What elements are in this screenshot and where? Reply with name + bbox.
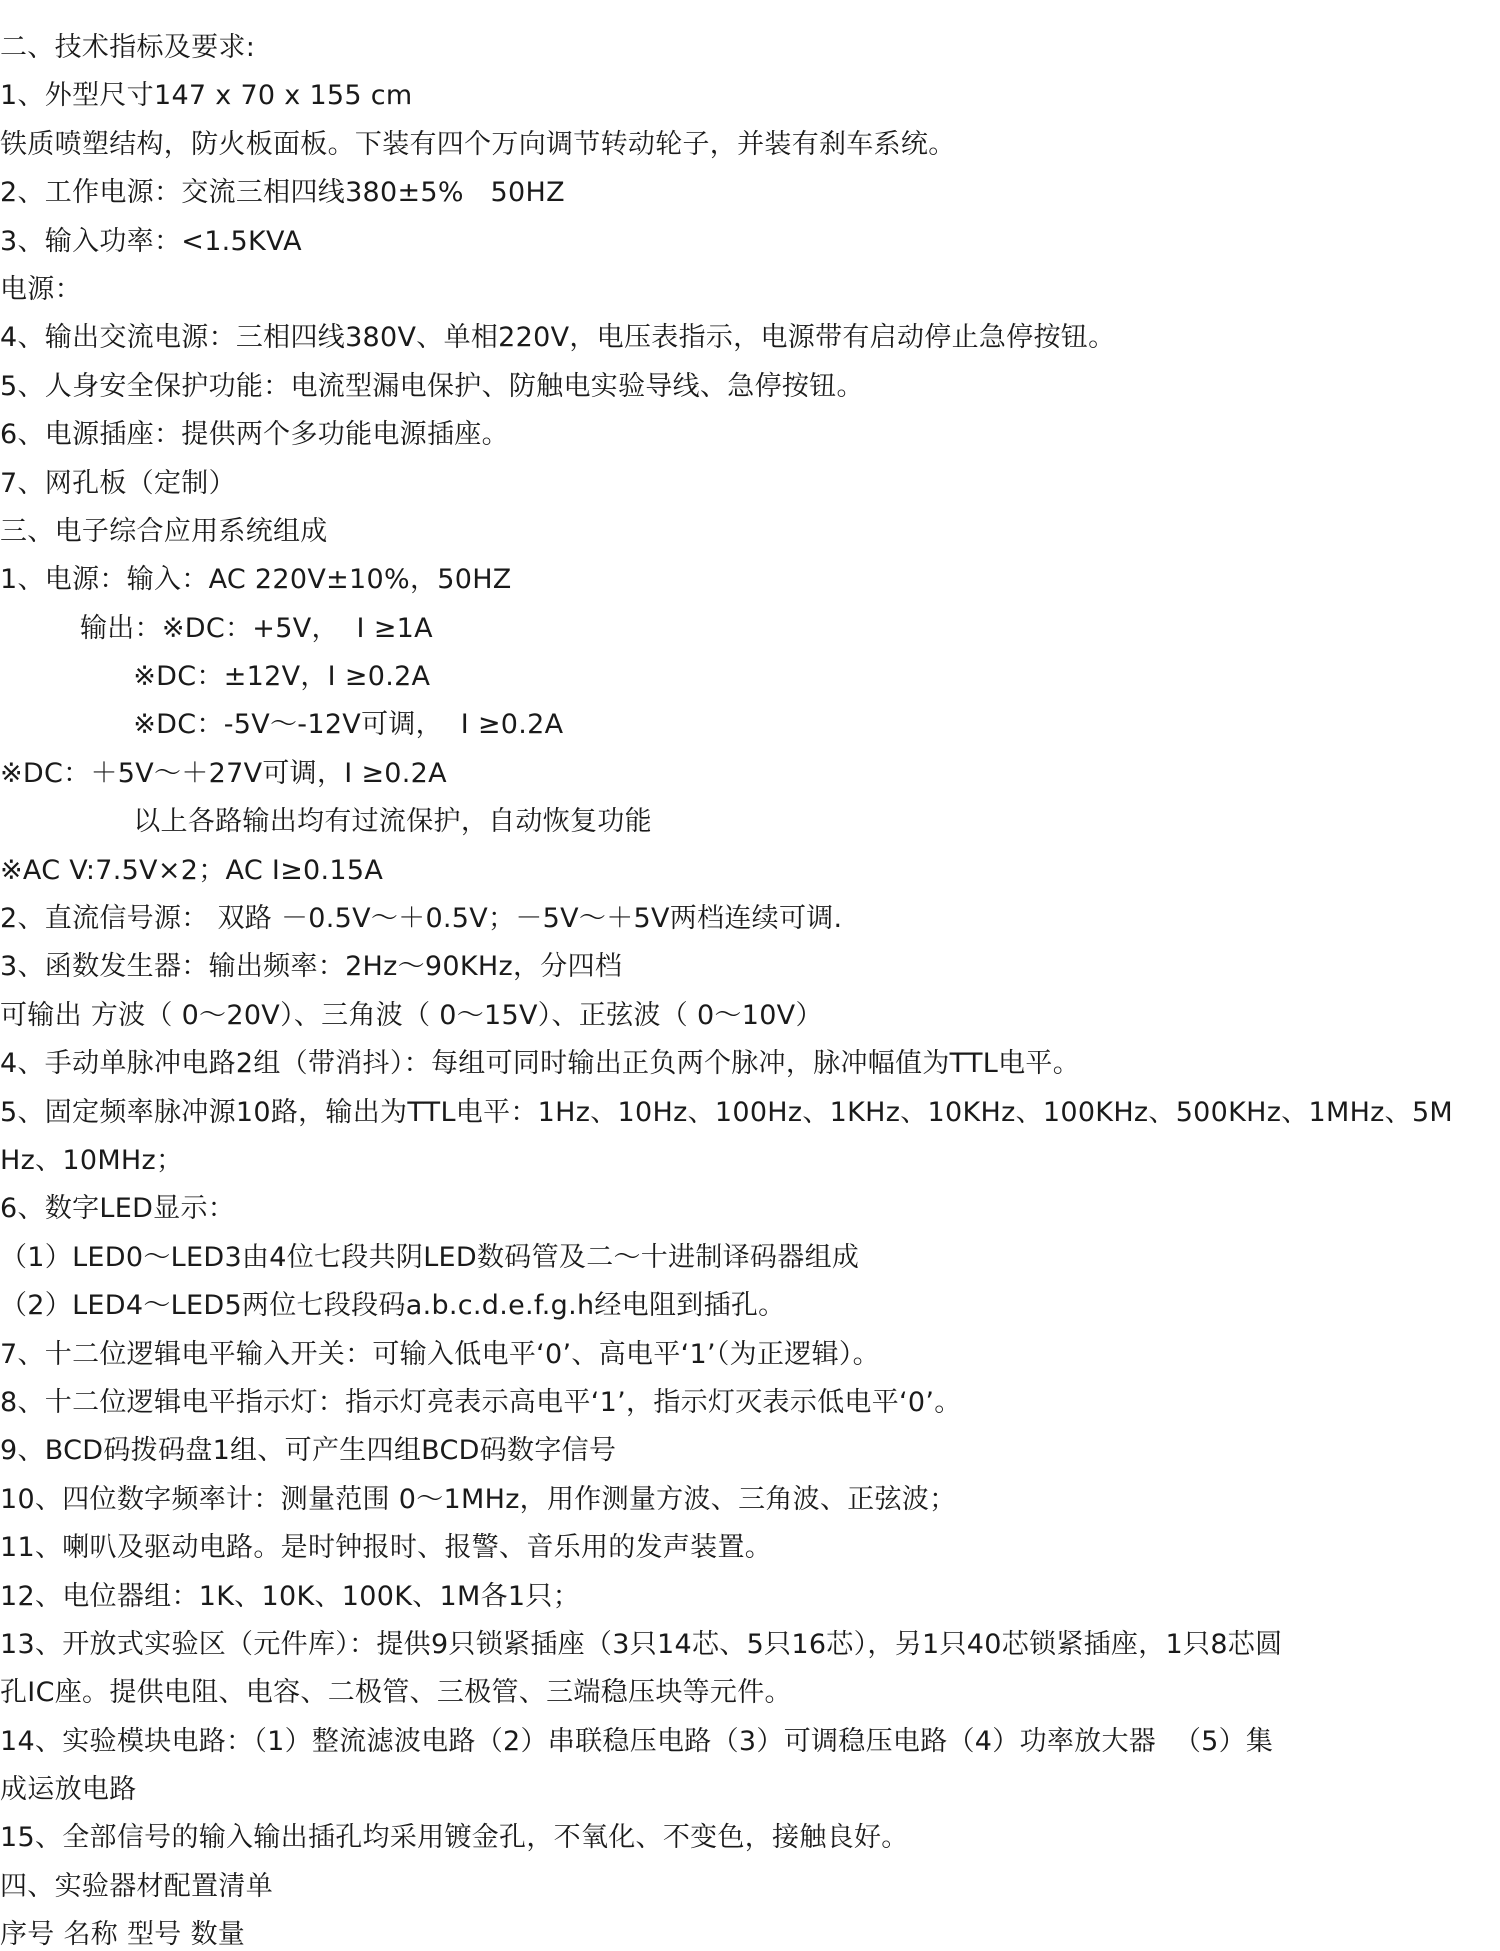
system-power-output-12v: ※DC：±12V，I ≥0.2A [0, 661, 431, 693]
spec-structure: 铁质喷塑结构，防火板面板。下装有四个万向调节转动轮子，并装有刹车系统。 [0, 128, 956, 160]
spec-ac-output: 4、输出交流电源：三相四线380V、单相220V，电压表指示，电源带有启动停止急停按钮。 [0, 322, 1116, 354]
document-body [0, 24, 1500, 1951]
system-logic-indicator-lights: 8、十二位逻辑电平指示灯：指示灯亮表示高电平‘1’，指示灯灭表示低电平‘0’。 [0, 1386, 962, 1418]
system-gold-plated-jacks: 15、全部信号的输入输出插孔均采用镀金孔，不氧化、不变色，接触良好。 [0, 1822, 909, 1854]
section-heading-equipment-list: 四、实验器材配置清单 [0, 1870, 273, 1902]
system-experiment-modules: 14、实验模块电路：（1）整流滤波电路（2）串联稳压电路（3）可调稳压电路（4）功率放大器 （5）集 [0, 1725, 1274, 1757]
system-power-output-adjustable-positive: ※DC：＋5V～＋27V可调，I ≥0.2A [0, 757, 447, 789]
system-experiment-modules-cont: 成运放电路 [0, 1774, 137, 1806]
spec-input-power: 3、输入功率：<1.5KVA [0, 225, 302, 257]
system-power-output-5v: 输出：※DC：+5V， I ≥1A [0, 612, 433, 644]
system-potentiometers: 12、电位器组：1K、10K、100K、1M各1只； [0, 1580, 580, 1612]
section-heading-system-composition: 三、电子综合应用系统组成 [0, 515, 328, 547]
system-frequency-meter: 10、四位数字频率计：测量范围 0～1MHz，用作测量方波、三角波、正弦波； [0, 1483, 957, 1515]
system-speaker-driver: 11、喇叭及驱动电路。是时钟报时、报警、音乐用的发声装置。 [0, 1532, 773, 1564]
system-fixed-frequency-pulse: 5、固定频率脉冲源10路，输出为TTL电平：1Hz、10Hz、100Hz、1KHz、10KHz、100KHz、500KHz、1MHz、5M [0, 1096, 1454, 1128]
system-led-display-item-1: （1）LED0～LED3由4位七段共阴LED数码管及二～十进制译码器组成 [0, 1241, 860, 1273]
spec-safety-protection: 5、人身安全保护功能：电流型漏电保护、防触电实验导线、急停按钮。 [0, 370, 864, 402]
subheading-power: 电源： [0, 273, 82, 305]
system-led-display: 6、数字LED显示： [0, 1193, 236, 1225]
system-power-ac-output: ※AC V:7.5V×2；AC I≥0.15A [0, 854, 384, 886]
spec-mesh-board: 7、网孔板（定制） [0, 467, 236, 499]
system-power-input: 1、电源：输入：AC 220V±10%，50HZ [0, 564, 512, 596]
system-dc-signal-source: 2、直流信号源： 双路 －0.5V～＋0.5V；－5V～＋5V两档连续可调. [0, 903, 843, 935]
spec-power-supply: 2、工作电源：交流三相四线380±5% 50HZ [0, 177, 565, 209]
system-power-output-adjustable-negative: ※DC：-5V～-12V可调， I ≥0.2A [0, 709, 564, 741]
spec-power-sockets: 6、电源插座：提供两个多功能电源插座。 [0, 419, 509, 451]
system-bcd-dial: 9、BCD码拨码盘1组、可产生四组BCD码数字信号 [0, 1435, 617, 1467]
system-single-pulse: 4、手动单脉冲电路2组（带消抖）：每组可同时输出正负两个脉冲，脉冲幅值为TTL电平。 [0, 1048, 1081, 1080]
equipment-table-header: 序号 名称 型号 数量 [0, 1919, 246, 1951]
system-led-display-item-2: （2）LED4～LED5两位七段段码a.b.c.d.e.f.g.h经电阻到插孔。 [0, 1290, 786, 1322]
system-function-generator: 3、函数发生器：输出频率：2Hz～90KHz，分四档 [0, 951, 623, 983]
system-fixed-frequency-pulse-cont: Hz、10MHz； [0, 1144, 184, 1176]
system-function-generator-waveforms: 可输出 方波（ 0～20V）、三角波（ 0～15V）、正弦波（ 0～10V） [0, 999, 823, 1031]
section-heading-technical-specs: 二、技术指标及要求: [0, 32, 256, 63]
system-logic-input-switches: 7、十二位逻辑电平输入开关：可输入低电平‘0’、高电平‘1’（为正逻辑）。 [0, 1338, 880, 1370]
system-open-experiment-area-cont: 孔IC座。提供电阻、电容、二极管、三极管、三端稳压块等元件。 [0, 1677, 792, 1709]
system-open-experiment-area: 13、开放式实验区（元件库）：提供9只锁紧插座（3只14芯、5只16芯），另1只40芯锁紧插座，1只8芯圆 [0, 1628, 1283, 1660]
system-power-overcurrent-note: 以上各路输出均有过流保护，自动恢复功能 [0, 806, 652, 838]
spec-dimensions: 1、外型尺寸147 x 70 x 155 cm [0, 80, 413, 112]
